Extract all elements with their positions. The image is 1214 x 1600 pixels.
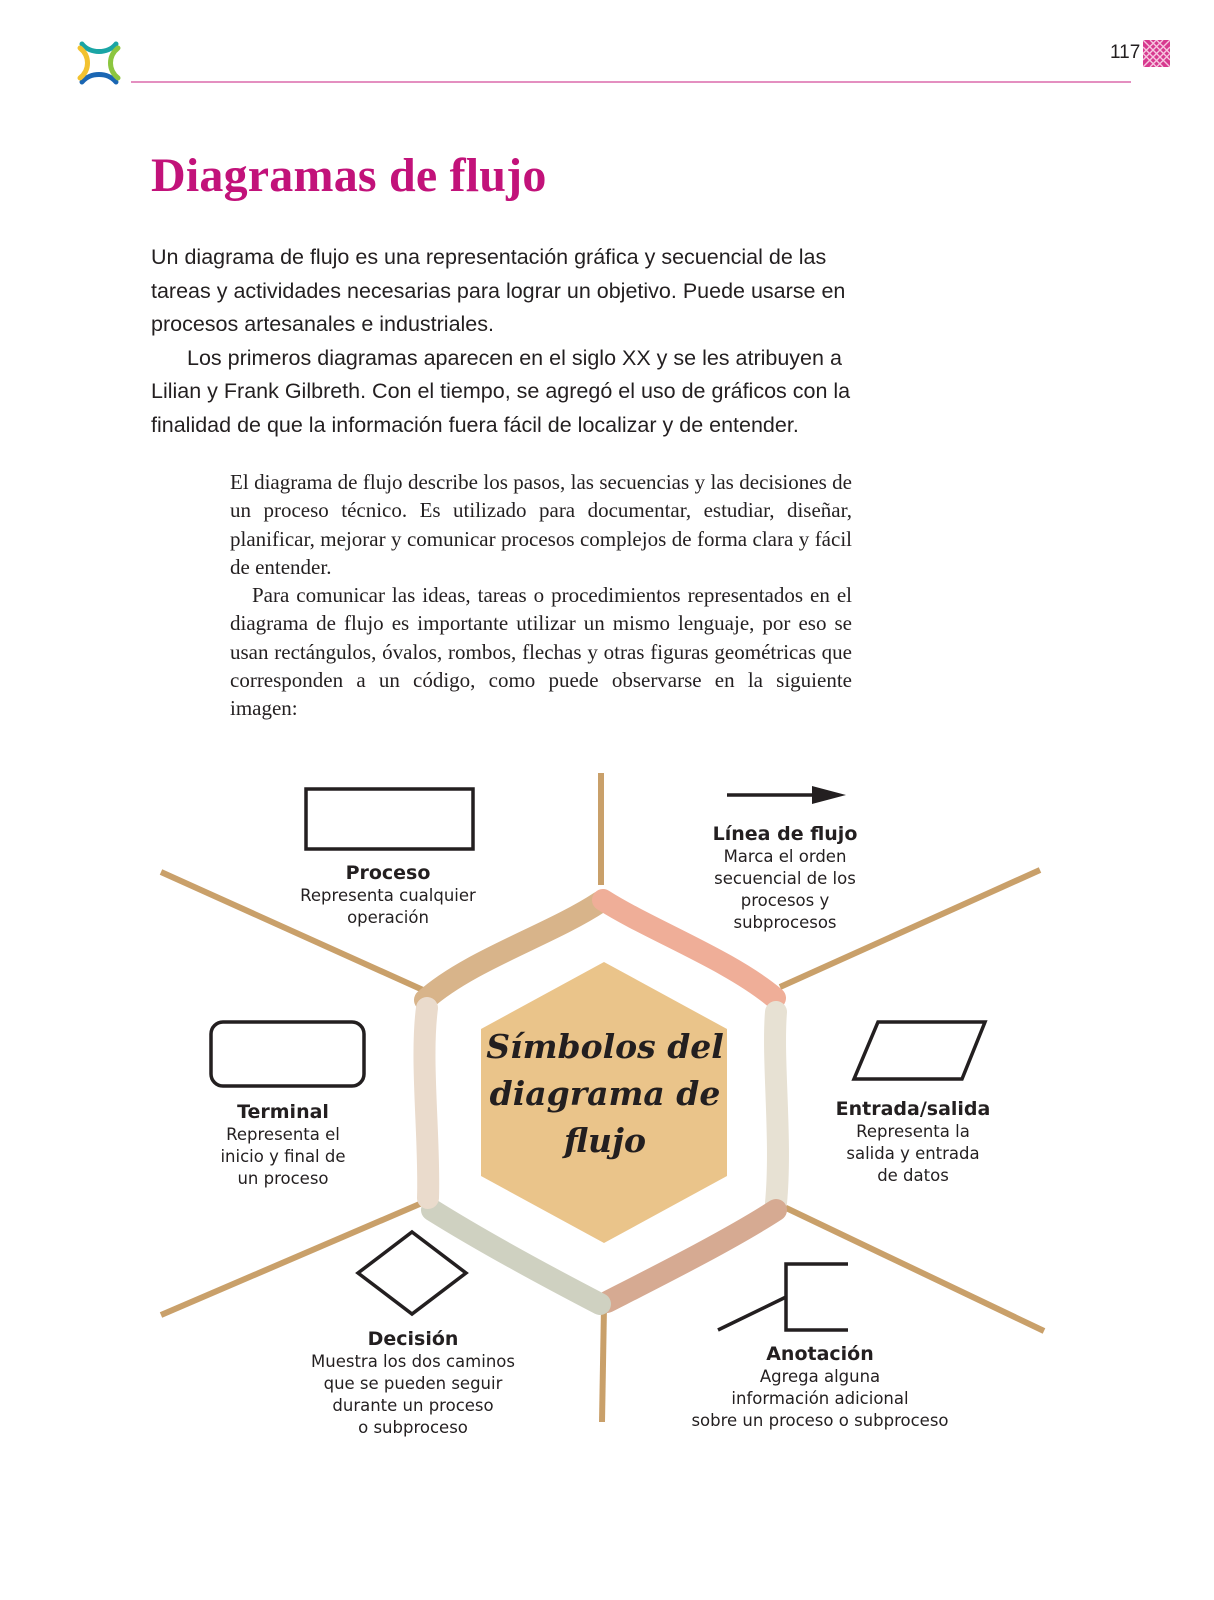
input-output-parallelogram-icon bbox=[854, 1022, 985, 1079]
proceso-desc-1: Representa cualquier bbox=[300, 886, 476, 905]
flow-arrow-icon bbox=[727, 786, 846, 804]
decision-desc-3: durante un proceso bbox=[332, 1396, 494, 1415]
decision-label bbox=[283, 1328, 543, 1439]
entrada-desc-2: salida y entrada bbox=[846, 1144, 980, 1163]
entrada-salida-label bbox=[823, 1098, 1003, 1187]
intro-paragraph-1: Un diagrama de flujo es una representación gráfica y secuencial de las tareas y actividades necesarias para lograr un objetivo. Puede usarse en procesos artesanales e industriales. bbox=[151, 245, 846, 336]
linea-flujo-label bbox=[680, 823, 890, 934]
linea-title: Línea de flujo bbox=[712, 823, 858, 845]
terminal-desc-2: inicio y final de bbox=[220, 1147, 346, 1166]
process-rectangle-icon bbox=[306, 789, 473, 849]
annotation-bracket-icon bbox=[718, 1264, 848, 1330]
decision-desc-4: o subproceso bbox=[358, 1418, 468, 1437]
diagram-center-title bbox=[480, 1023, 730, 1164]
linea-desc-3: procesos y bbox=[740, 891, 830, 910]
terminal-title: Terminal bbox=[237, 1101, 329, 1123]
anotacion-desc-2: información adicional bbox=[731, 1389, 909, 1408]
center-line-2: diagrama de bbox=[489, 1074, 721, 1113]
body-paragraph-2: Para comunicar las ideas, tareas o procedimientos representados en el diagrama de flujo es importante utilizar un mismo lenguaje, por eso se usan rectángulos, óvalos, rombos, flechas y otras figuras geométricas que corresponden a un código, como puede observarse en la siguiente imagen: bbox=[230, 583, 852, 721]
proceso-label bbox=[263, 862, 513, 929]
proceso-title: Proceso bbox=[345, 862, 431, 884]
terminal-desc-3: un proceso bbox=[237, 1169, 329, 1188]
intro-paragraph-2: Los primeros diagramas aparecen en el siglo XX y se les atribuyen a Lilian y Frank Gilbreth. Con el tiempo, se agregó el uso de gráficos con la finalidad de que la información fuera fácil de localizar y de entender. bbox=[151, 345, 851, 437]
entrada-title: Entrada/salida bbox=[835, 1098, 991, 1120]
proceso-desc-2: operación bbox=[347, 908, 429, 927]
decision-desc-1: Muestra los dos caminos bbox=[311, 1352, 515, 1371]
anotacion-label bbox=[660, 1343, 980, 1432]
decision-diamond-icon bbox=[358, 1232, 466, 1314]
anotacion-title: Anotación bbox=[766, 1343, 874, 1365]
terminal-rounded-rect-icon bbox=[211, 1022, 364, 1086]
anotacion-desc-1: Agrega alguna bbox=[759, 1367, 881, 1386]
linea-desc-2: secuencial de los bbox=[714, 869, 856, 888]
terminal-label bbox=[193, 1101, 373, 1190]
anotacion-desc-3: sobre un proceso o subproceso bbox=[691, 1411, 949, 1430]
decision-desc-2: que se pueden seguir bbox=[323, 1374, 503, 1393]
terminal-desc-1: Representa el bbox=[226, 1125, 340, 1144]
entrada-desc-3: de datos bbox=[877, 1166, 949, 1185]
page-number: 117 bbox=[1110, 42, 1141, 63]
center-line-1: Símbolos del bbox=[486, 1027, 724, 1066]
decision-title: Decisión bbox=[367, 1328, 459, 1350]
body-paragraph-1: El diagrama de flujo describe los pasos, las secuencias y las decisiones de un proceso técnico. Es utilizado para documentar, estudiar, diseñar, planificar, mejorar y comunicar procesos complejos de forma clara y fácil de entender. bbox=[230, 470, 852, 579]
linea-desc-1: Marca el orden bbox=[723, 847, 847, 866]
entrada-desc-1: Representa la bbox=[856, 1122, 970, 1141]
center-line-3: flujo bbox=[564, 1121, 646, 1160]
page-title: Diagramas de flujo bbox=[151, 149, 547, 202]
linea-desc-4: subprocesos bbox=[733, 913, 837, 932]
